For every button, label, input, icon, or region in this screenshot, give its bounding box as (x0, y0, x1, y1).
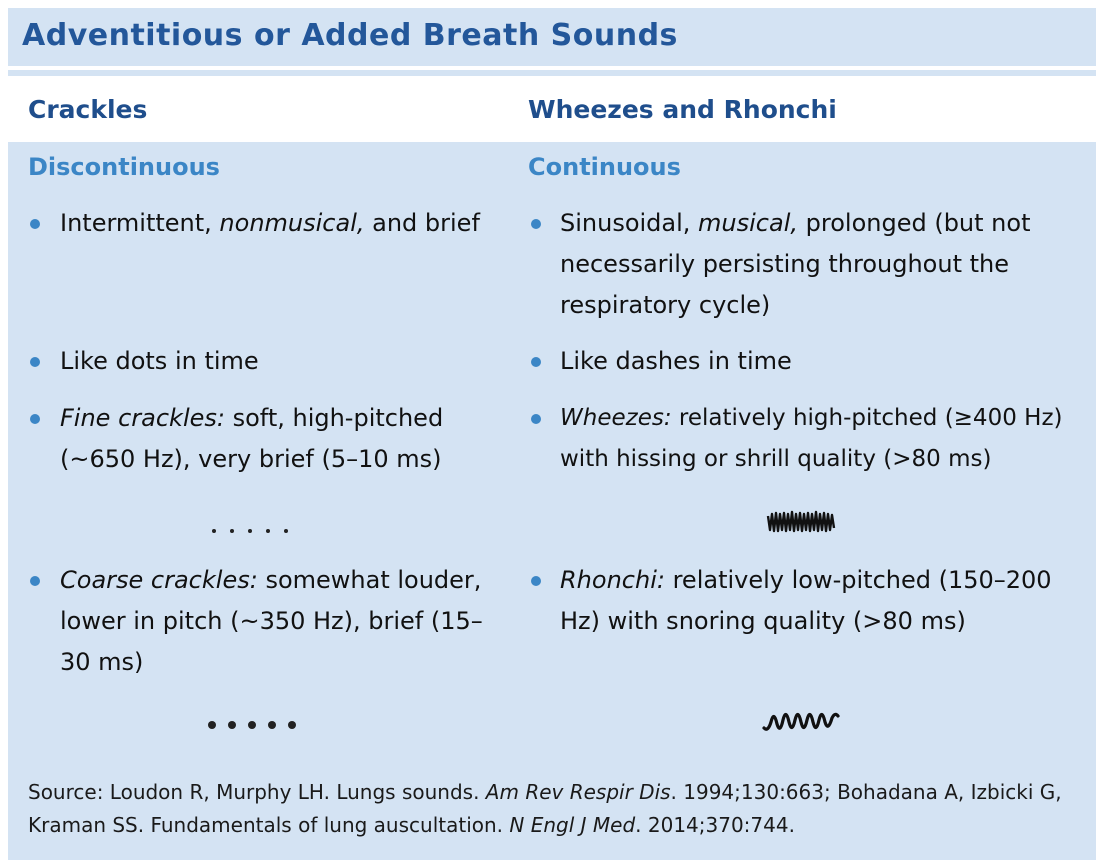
item-text-post: relatively low-pitched (150–200 Hz) with snoring quality (>80 ms) (560, 566, 1052, 635)
wheezes-item-dashes: Like dashes in time (560, 347, 792, 375)
source-cite-1: . 1994;130:663; Bohadana A, Izbicki G, Kraman SS. Fundamentals of lung auscultation. (28, 780, 1062, 837)
table-title: Adventitious or Added Breath Sounds (22, 18, 678, 53)
item-text-em: nonmusical, (219, 209, 365, 237)
bullet-icon (531, 576, 541, 586)
item-text-em: Wheezes: (560, 405, 672, 431)
bullet-icon (531, 414, 541, 424)
bullet-icon (30, 576, 40, 586)
bullet-icon (531, 219, 541, 229)
item-text-em: Coarse crackles: (60, 566, 258, 594)
crackles-item-intermittent (60, 203, 480, 244)
rhonchi-item (560, 560, 1080, 642)
source-journal-2: N Engl J Med (509, 813, 636, 837)
source-label: Source: Loudon R, Murphy LH. Lungs sounds. (28, 780, 486, 804)
crackles-item-dots: Like dots in time (60, 347, 259, 375)
continuous-subheading: Continuous (528, 153, 681, 181)
item-text-em: musical, (698, 209, 799, 237)
item-text-post: soft, high-pitched (~650 Hz), very brief (5–10 ms) (60, 404, 444, 473)
coarse-crackles-dots-icon (208, 714, 308, 733)
wheeze-wave-icon (766, 506, 838, 536)
source-journal-1: Am Rev Respir Dis (485, 780, 671, 804)
source-citation (28, 776, 1088, 842)
title-divider (8, 66, 1096, 70)
bullet-icon (531, 357, 541, 367)
wheezes-item-sinusoidal (560, 203, 1080, 326)
bullet-icon (30, 219, 40, 229)
discontinuous-subheading: Discontinuous (28, 153, 220, 181)
crackles-heading: Crackles (28, 95, 148, 124)
rhonchi-wave-icon (762, 702, 840, 738)
fine-crackles-dots-icon (212, 518, 302, 537)
crackles-item-fine (60, 398, 480, 480)
bullet-icon (30, 414, 40, 424)
crackles-item-coarse (60, 560, 500, 683)
item-text-pre: Intermittent, (60, 209, 220, 237)
item-text-em: Fine crackles: (60, 404, 225, 432)
item-text-em: Rhonchi: (560, 566, 665, 594)
item-text-post: prolonged (but not necessarily persisting throughout the respiratory cycle) (560, 209, 1031, 319)
bullet-icon (30, 357, 40, 367)
source-cite-2: . 2014;370:744. (635, 813, 795, 837)
item-text-post: and brief (364, 209, 480, 237)
wheezes-rhonchi-heading: Wheezes and Rhonchi (528, 95, 837, 124)
item-text-post: somewhat louder, lower in pitch (~350 Hz), brief (15–30 ms) (60, 566, 483, 676)
item-text-pre: Sinusoidal, (560, 209, 699, 237)
wheezes-item-wheezes (560, 398, 1085, 480)
item-text-post: relatively high-pitched (≥400 Hz) with hissing or shrill quality (>80 ms) (560, 405, 1063, 472)
